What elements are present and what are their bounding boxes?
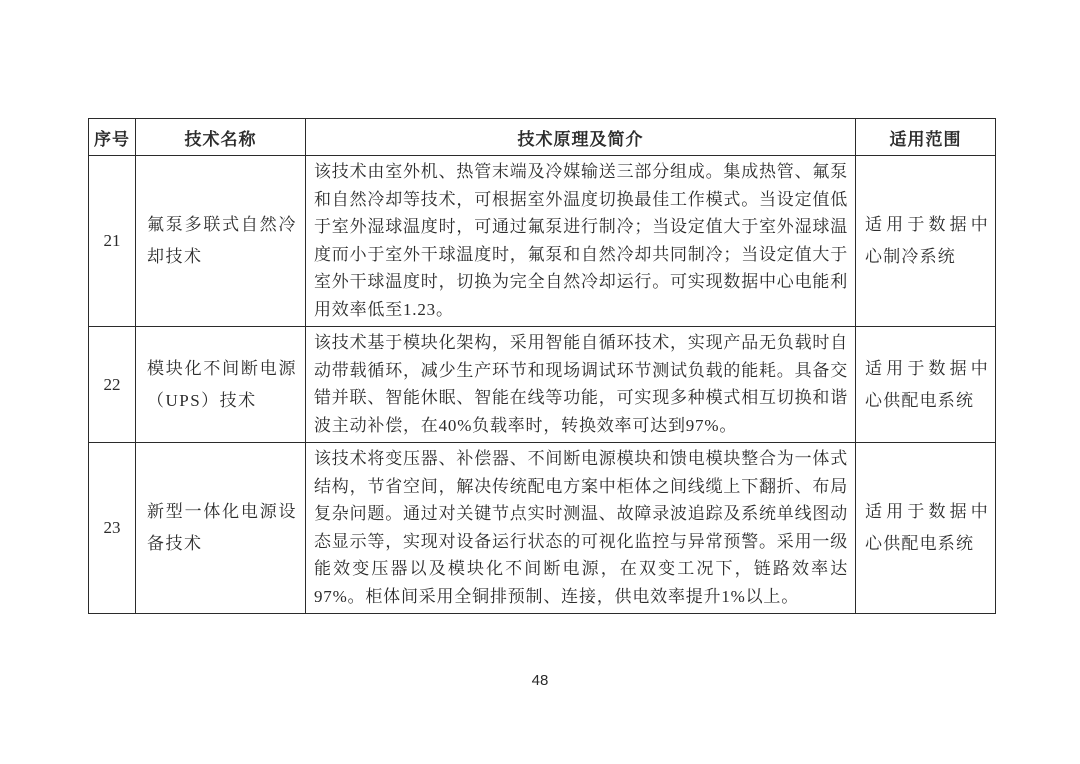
row-technology-name: 模块化不间断电源（UPS）技术 <box>136 327 306 443</box>
table-header-row <box>89 119 996 156</box>
header-principle-introduction: 技术原理及简介 <box>306 119 856 156</box>
row-description: 该技术基于模块化架构，采用智能自循环技术，实现产品无负载时自动带载循环，减少生产环节和现场调试环节测试负载的能耗。具备交错并联、智能休眠、智能在线等功能，可实现多种模式相互切换和谐波主动补偿，在40%负载率时，转换效率可达到97%。 <box>306 327 856 443</box>
technology-table <box>88 118 996 614</box>
row-scope: 适用于数据中心供配电系统 <box>856 443 996 614</box>
row-technology-name: 氟泵多联式自然冷却技术 <box>136 156 306 327</box>
row-scope: 适用于数据中心供配电系统 <box>856 327 996 443</box>
table-row <box>89 327 996 443</box>
table-row <box>89 156 996 327</box>
row-technology-name: 新型一体化电源设备技术 <box>136 443 306 614</box>
header-applicable-scope: 适用范围 <box>856 119 996 156</box>
row-description: 该技术将变压器、补偿器、不间断电源模块和馈电模块整合为一体式结构，节省空间，解决传统配电方案中柜体之间线缆上下翻折、布局复杂问题。通过对关键节点实时测温、故障录波追踪及系统单线图动态显示等，实现对设备运行状态的可视化监控与异常预警。采用一级能效变压器以及模块化不间断电源，在双变工况下，链路效率达97%。柜体间采用全铜排预制、连接，供电效率提升1%以上。 <box>306 443 856 614</box>
page-number: 48 <box>531 672 549 689</box>
header-technology-name: 技术名称 <box>136 119 306 156</box>
row-scope: 适用于数据中心制冷系统 <box>856 156 996 327</box>
row-serial-number: 23 <box>89 443 136 614</box>
row-serial-number: 21 <box>89 156 136 327</box>
table-row <box>89 443 996 614</box>
row-description: 该技术由室外机、热管末端及冷媒输送三部分组成。集成热管、氟泵和自然冷却等技术，可根据室外温度切换最佳工作模式。当设定值低于室外湿球温度时，可通过氟泵进行制冷；当设定值大于室外湿球温度而小于室外干球温度时，氟泵和自然冷却共同制冷；当设定值大于室外干球温度时，切换为完全自然冷却运行。可实现数据中心电能利用效率低至1.23。 <box>306 156 856 327</box>
row-serial-number: 22 <box>89 327 136 443</box>
header-serial-number: 序号 <box>89 119 136 156</box>
